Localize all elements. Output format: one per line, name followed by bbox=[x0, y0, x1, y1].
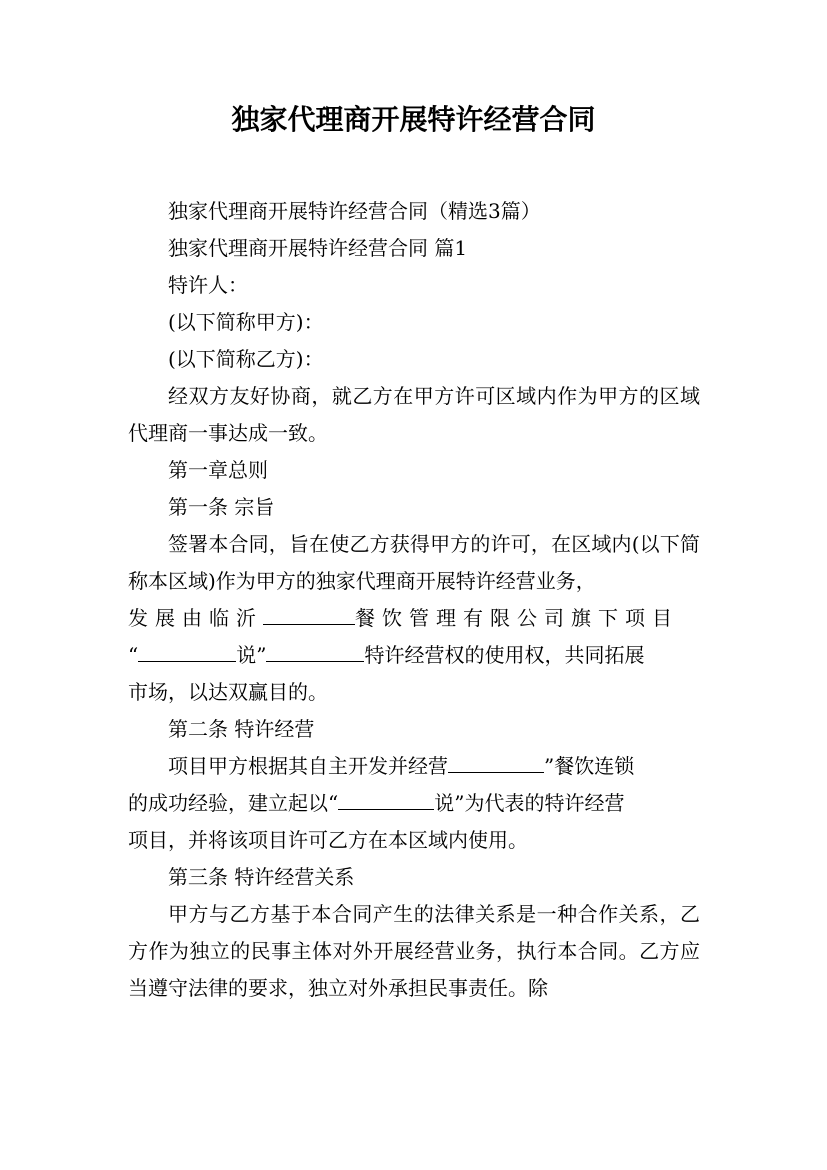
text-segment: 说” bbox=[236, 643, 267, 667]
party-a-line: (以下简称甲方)： bbox=[168, 310, 324, 334]
article-1-line-4: 市场，以达双赢目的。 bbox=[128, 680, 328, 704]
article-1-line-2 bbox=[128, 600, 700, 637]
franchisor-line: 特许人： bbox=[168, 273, 248, 297]
blank-line bbox=[138, 643, 236, 662]
text-segment: “ bbox=[128, 643, 139, 667]
blank-line bbox=[448, 754, 544, 773]
blank-line bbox=[263, 606, 355, 625]
subtitle-line: 独家代理商开展特许经营合同（精选3篇） bbox=[168, 199, 541, 223]
text-segment: 发展由临沂 bbox=[128, 606, 263, 630]
text-segment: 项目甲方根据其自主开发并经营 bbox=[168, 754, 448, 778]
text-segment: 说”为代表的特许经营 bbox=[434, 791, 625, 815]
text-segment: ”餐饮连锁 bbox=[544, 754, 635, 778]
chapter-heading: 第一章总则 bbox=[168, 458, 268, 482]
text-segment: 的成功经验，建立起以“ bbox=[128, 791, 339, 815]
article-1-paragraph: 签署本合同，旨在使乙方获得甲方的许可，在区域内(以下简称本区域)作为甲方的独家代理商开展特许经营业务， bbox=[128, 532, 700, 593]
section-heading: 独家代理商开展特许经营合同 篇1 bbox=[168, 236, 468, 260]
article-3-heading: 第三条 特许经营关系 bbox=[168, 865, 355, 889]
blank-line bbox=[338, 791, 434, 810]
document-title: 独家代理商开展特许经营合同 bbox=[231, 103, 596, 136]
article-2-line-2 bbox=[128, 785, 700, 822]
article-2-line-1 bbox=[128, 748, 700, 785]
article-1-line-3 bbox=[128, 637, 700, 674]
document-body bbox=[128, 193, 700, 1007]
text-segment: 餐饮管理有限公司旗下项目 bbox=[355, 606, 679, 630]
intro-paragraph: 经双方友好协商，就乙方在甲方许可区域内作为甲方的区域代理商一事达成一致。 bbox=[128, 384, 700, 445]
text-segment: 特许经营权的使用权，共同拓展 bbox=[364, 643, 645, 667]
blank-line bbox=[266, 643, 364, 662]
article-2-heading: 第二条 特许经营 bbox=[168, 717, 315, 741]
article-2-line-3: 项目，并将该项目许可乙方在本区域内使用。 bbox=[128, 828, 528, 852]
article-1-heading: 第一条 宗旨 bbox=[168, 495, 275, 519]
article-3-paragraph: 甲方与乙方基于本合同产生的法律关系是一种合作关系，乙方作为独立的民事主体对外开展经营业务，执行本合同。乙方应当遵守法律的要求，独立对外承担民事责任。除 bbox=[128, 902, 700, 1000]
party-b-line: (以下简称乙方)： bbox=[168, 347, 324, 371]
